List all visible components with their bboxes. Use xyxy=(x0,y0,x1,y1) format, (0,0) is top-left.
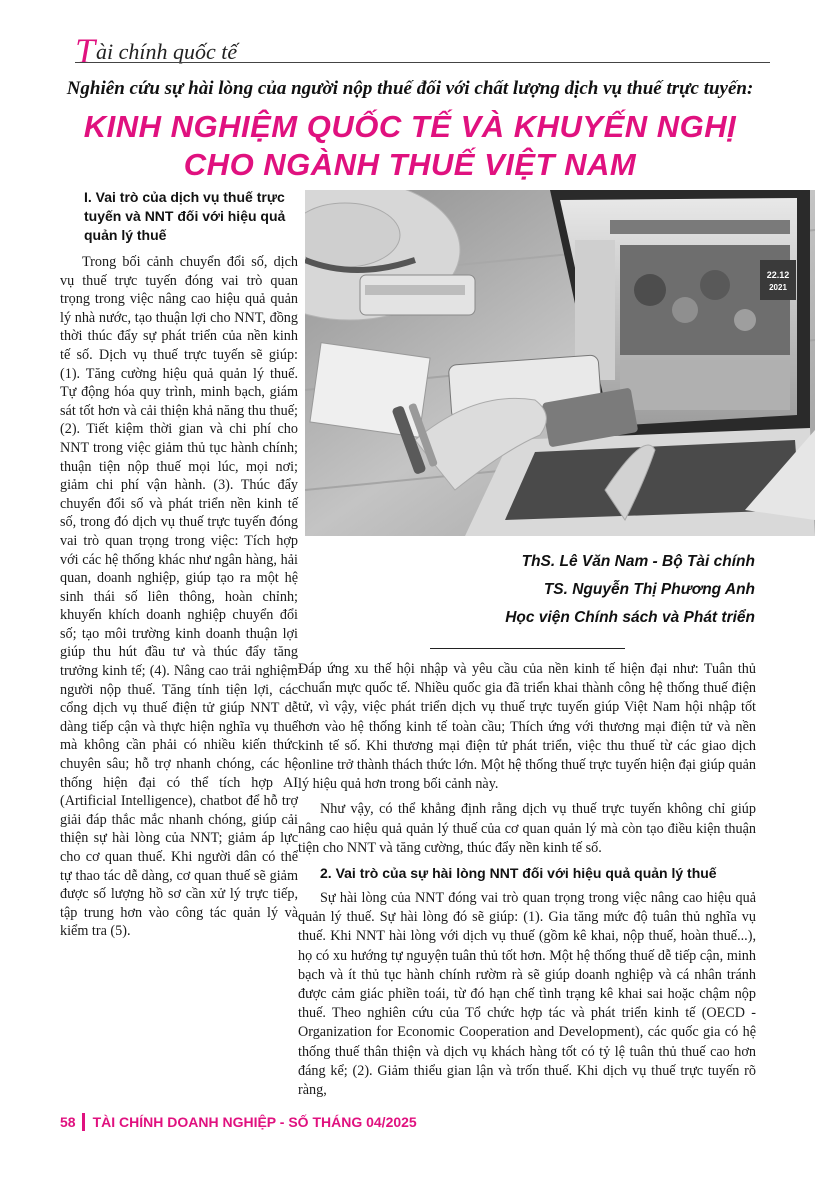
author-rule xyxy=(430,648,625,649)
author-affiliation: Học viện Chính sách và Phát triển xyxy=(505,609,755,626)
publication-name: TÀI CHÍNH DOANH NGHIỆP - SỐ THÁNG 04/2025 xyxy=(92,1114,417,1130)
article-kicker: Nghiên cứu sự hài lòng của người nộp thuế đối với chất lượng dịch vụ thuế trực tuyến: xyxy=(66,78,754,99)
screen-date-line-1: 22.12 xyxy=(766,270,790,280)
author-2: TS. Nguyễn Thị Phương Anh xyxy=(543,581,755,598)
article-title-line-2: CHO NGÀNH THUẾ VIỆT NAM xyxy=(183,147,637,182)
right-column xyxy=(298,660,756,1106)
section-label-initial: T xyxy=(75,31,96,71)
laptop-shopping-illustration xyxy=(305,190,815,536)
section-2-heading: 2. Vai trò của sự hài lòng NNT đối với hiệu quả quản lý thuế xyxy=(320,865,717,882)
article-title-line-1: KINH NGHIỆM QUỐC TẾ VÀ KHUYẾN NGHỊ xyxy=(83,109,737,144)
screen-date-line-2: 2021 xyxy=(769,283,787,292)
section-label xyxy=(75,30,237,72)
right-paragraph-1: Đáp ứng xu thế hội nhập và yêu cầu của nền kinh tế hiện đại như: Tuân thủ chuẩn mực quốc tế. Nhiều quốc gia đã triển khai thành công hệ thống thuế điện tử, vì vậy, việc phát triển dịch vụ thuế trực tuyến giúp Việt Nam hội nhập tốt hơn vào hệ thống kinh tế toàn cầu; Thích ứng với thương mại điện tử và nền kinh tế số. Khi thương mại điện tử phát triển, việc thu thuế từ các giao dịch online trở thành thách thức lớn. Một hệ thống thuế trực tuyến hiện đại giúp quản lý hiệu quả hơn trong bối cảnh này. xyxy=(298,661,756,793)
author-1: ThS. Lê Văn Nam - Bộ Tài chính xyxy=(521,553,755,570)
right-paragraph-2: Như vậy, có thể khẳng định rằng dịch vụ thuế trực tuyến không chỉ giúp nâng cao hiệu quả quản lý thuế của cơ quan quản lý mà còn tạo điều kiện thuận tiện cho NNT và tăng cường, thúc đẩy nền kinh tế số. xyxy=(298,801,756,856)
section-2-paragraph: Sự hài lòng của NNT đóng vai trò quan trọng trong việc nâng cao hiệu quả quản lý thuế. Sự hài lòng đó sẽ giúp: (1). Gia tăng mức độ tuân thủ nghĩa vụ thuế. Khi NNT hài lòng với dịch vụ thuế (gồm kê khai, nộp thuế, hoàn thuế...), họ có xu hướng tự nguyện tuân thủ tốt hơn. Một hệ thống thuế dễ tiếp cận, minh bạch và ít thủ tục hành chính rườm rà sẽ giúp doanh nghiệp và cá nhân tránh được cảm giác phiền toái, từ đó hạn chế tình trạng kê khai sai hoặc chậm nộp thuế. Theo nghiên cứu của Tổ chức hợp tác và phát triển kinh tế (OECD - Organization for Economic Cooperation and Development), các quốc gia có hệ thống thuế thân thiện và dịch vụ khách hàng tốt có tỷ lệ tuân thủ thuế cao hơn đáng kể; (2). Giảm thiểu gian lận và trốn thuế. Khi dịch vụ thuế trực tuyến rõ ràng, xyxy=(298,890,756,1099)
header-rule xyxy=(75,62,770,63)
section-label-text: ài chính quốc tế xyxy=(96,39,238,64)
article-photo xyxy=(305,190,815,536)
section-1-heading: I. Vai trò của dịch vụ thuế trực tuyến và NNT đối với hiệu quả quản lý thuế xyxy=(84,189,286,243)
page-footer xyxy=(60,1113,417,1131)
page-number: 58 xyxy=(60,1114,76,1130)
section-1-paragraph: Trong bối cảnh chuyển đổi số, dịch vụ thuế trực tuyến đóng vai trò quan trọng trong việc nâng cao hiệu quả quản lý nhà nước, tạo thuận lợi cho NNT, đồng thời thúc đẩy sự phát triển của nền kinh tế số. Dịch vụ thuế trực tuyến sẽ giúp: (1). Tăng cường hiệu quả quản lý thuế. Tự động hóa quy trình, minh bạch, giám sát tốt hơn và cải thiện khả năng thu thuế; (2). Tiết kiệm thời gian và chi phí cho NNT trong việc giảm thủ tục hành chính; thuận tiện nộp thuế mọi lúc, mọi nơi; giảm chi phí vận hành. (3). Thúc đẩy chuyển đổi số và phát triển nền kinh tế số, trong đó dịch vụ thuế trực tuyến đóng vai trò quan trọng trong việc: Tích hợp với các hệ thống khác như ngân hàng, hải quan, doanh nghiệp, giúp tạo ra một hệ sinh thái số liên thông, hoàn chỉnh; khuyến khích doanh nghiệp chuyển đổi số; tạo môi trường kinh doanh thuận lợi giúp thu hút đầu tư và thúc đẩy tăng trưởng kinh tế; (4). Nâng cao trải nghiệm người nộp thuế. Tăng tính tiện lợi, các cổng dịch vụ thuế điện tử giúp NNT dễ dàng tiếp cận và thực hiện nghĩa vụ thuế mà không cần phải có nhiều kiến thức chuyên sâu; hỗ trợ nhanh chóng, các hệ thống hiện đại có thể tích hợp AI (Artificial Intelligence), chatbot để hỗ trợ giải đáp thắc mắc nhanh chóng, giúp cải thiện sự hài lòng của NNT; giảm áp lực cho cơ quan thuế. Khi người dân có thể tự thao tác dễ dàng, cơ quan thuế sẽ giảm được số lượng hồ sơ cần xử lý trực tiếp, tập trung hơn vào công tác quản lý và kiểm tra (5). xyxy=(60,254,298,940)
author-block xyxy=(505,548,755,632)
left-column xyxy=(60,188,298,941)
article-title xyxy=(60,108,760,184)
footer-divider xyxy=(82,1113,85,1131)
